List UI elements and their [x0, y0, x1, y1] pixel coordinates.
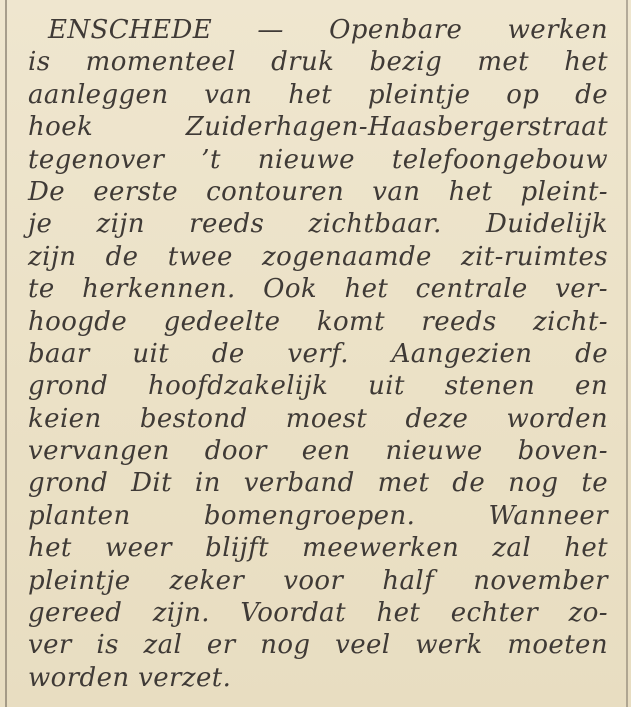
article-line: keien bestond moest deze worden	[28, 403, 608, 434]
article-line: hoek Zuiderhagen-Haasbergerstraat	[28, 112, 608, 143]
article-line: ver is zal er nog veel werk moeten	[28, 630, 608, 661]
article-line: pleintje zeker voor half november	[28, 565, 608, 596]
article-line: is momenteel druk bezig met het	[28, 47, 608, 78]
article-line: zijn de twee zogenaamde zit-ruimtes	[28, 241, 608, 272]
article-line: baar uit de verf. Aangezien de	[28, 338, 608, 369]
article-line: grond Dit in verband met de nog te	[28, 468, 608, 499]
article-line: je zijn reeds zichtbaar. Duidelijk	[28, 209, 608, 240]
article-line: te herkennen. Ook het centrale ver-	[28, 274, 608, 305]
article-column	[28, 14, 608, 694]
article-line: De eerste contouren van het pleint-	[28, 176, 608, 207]
article-line: vervangen door een nieuwe boven-	[28, 436, 608, 467]
article-line: het weer blijft meewerken zal het	[28, 533, 608, 564]
article-line: grond hoofdzakelijk uit stenen en	[28, 371, 608, 402]
article-line: tegenover ’t nieuwe telefoongebouw	[28, 144, 608, 175]
column-rule-right	[626, 0, 628, 707]
article-line: aanleggen van het pleintje op de	[28, 79, 608, 110]
column-rule-left	[5, 0, 7, 707]
article-line: planten bomengroepen. Wanneer	[28, 500, 608, 531]
article-line: hoogde gedeelte komt reeds zicht-	[28, 306, 608, 337]
article-line-final: worden verzet.	[28, 662, 232, 693]
article-line-dateline: ENSCHEDE — Openbare werken	[48, 15, 608, 45]
article-line: gereed zijn. Voordat het echter zo-	[28, 598, 608, 629]
